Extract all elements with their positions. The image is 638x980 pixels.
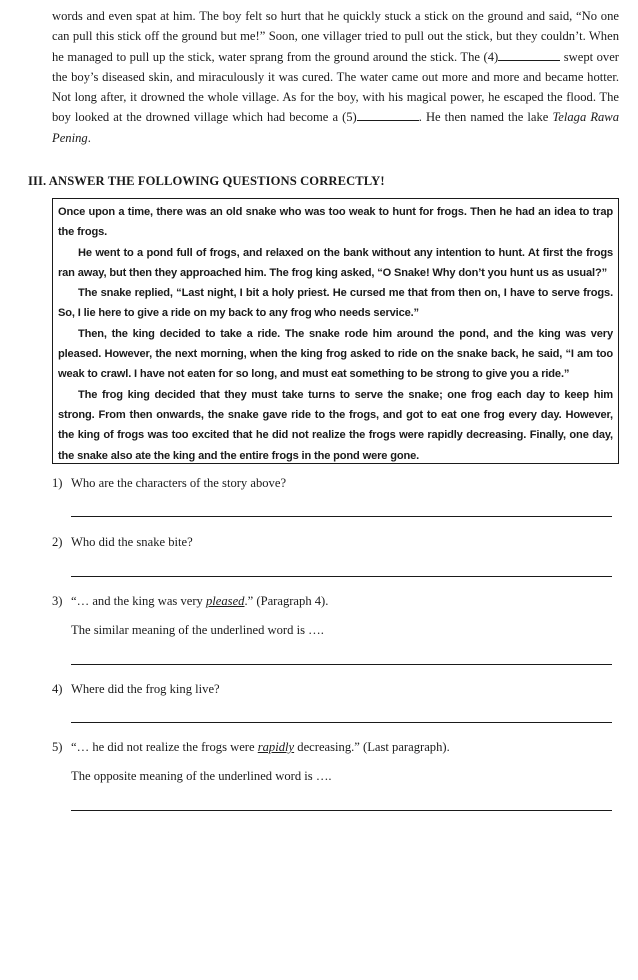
answer-line-2[interactable] bbox=[71, 576, 612, 577]
question-5-prompt: The opposite meaning of the underlined word is …. bbox=[71, 769, 332, 783]
answer-line-4[interactable] bbox=[71, 722, 612, 723]
question-quote-end: decreasing.” (Last paragraph). bbox=[294, 740, 450, 754]
story-continuation-paragraph bbox=[52, 6, 619, 148]
story-continuation-text bbox=[52, 6, 619, 148]
question-text: Who are the characters of the story above? bbox=[71, 476, 287, 490]
intro-part-2: swept over the boy’s diseased skin, and miraculously it was cured. The water came out more and more and became hotter. Not long after, it drowned the whole village. As for the boy, with his magical power, he escaped the flood. The boy looked at the drowned village which had become a (5) bbox=[52, 49, 619, 125]
blank-5[interactable] bbox=[357, 108, 419, 121]
question-number: 2) bbox=[52, 535, 63, 549]
question-text: Who did the snake bite? bbox=[71, 535, 193, 549]
question-quote-start: “… he did not realize the frogs were bbox=[71, 740, 258, 754]
section-title: III. ANSWER THE FOLLOWING QUESTIONS CORRECTLY! bbox=[28, 174, 385, 188]
story-paragraph-1: Once upon a time, there was an old snake who was too weak to hunt for frogs. Then he had an idea to trap the frogs. bbox=[58, 206, 613, 239]
blank-4[interactable] bbox=[498, 48, 560, 61]
question-text bbox=[71, 740, 450, 755]
question-number: 4) bbox=[52, 682, 63, 696]
story-paragraph-3: The snake replied, “Last night, I bit a holy priest. He cursed me that from then on, I have to serve frogs. So, I lie here to give a ride on my back to any frog who needs service.” bbox=[58, 287, 613, 320]
underlined-word: pleased bbox=[206, 594, 245, 608]
intro-part-1: words and even spat at him. The boy felt so hurt that he quickly stuck a stick on the ground and said, “No one can pull this stick off the ground but me!” Soon, one villager tried to pull out the stick, but they couldn’t. When he managed to pull up the stick, water sprang from the ground around the stick. The (4) bbox=[52, 9, 619, 64]
story-box bbox=[52, 198, 619, 464]
question-3-prompt: The similar meaning of the underlined word is …. bbox=[71, 623, 324, 637]
story-paragraph-2: He went to a pond full of frogs, and relaxed on the bank without any intention to hunt. At first the frogs ran away, but then they approached him. The frog king asked, “O Snake! Why don’t you hunt us as usual?” bbox=[58, 246, 613, 279]
question-text: Where did the frog king live? bbox=[71, 682, 220, 696]
question-number: 1) bbox=[52, 476, 63, 490]
question-quote-start: “… and the king was very bbox=[71, 594, 206, 608]
question-quote-end: .” (Paragraph 4). bbox=[244, 594, 329, 608]
answer-line-1[interactable] bbox=[71, 516, 612, 517]
question-number: 3) bbox=[52, 594, 63, 608]
question-text bbox=[71, 594, 328, 609]
intro-end: . bbox=[87, 130, 91, 145]
story-paragraph-5: The frog king decided that they must take turns to serve the snake; one frog each day to keep him strong. From then onwards, the snake gave ride to the frogs, and got to eat one frog every day. However, the king of frogs was too excited that he did not realize the frogs were rapidly decreasing. Finally, one day, the snake also ate the king and the entire frogs in the pond were gone. bbox=[58, 388, 613, 462]
story-paragraph-4: Then, the king decided to take a ride. The snake rode him around the pond, and the king was very pleased. However, the next morning, when the king frog asked to ride on the snake back, he said, “I am too weak to crawl. I have not eaten for so long, and must eat something to be strong to give you a ride.” bbox=[58, 327, 613, 381]
underlined-word: rapidly bbox=[257, 740, 295, 754]
question-number: 5) bbox=[52, 740, 63, 754]
intro-part-3: . He then named the lake bbox=[418, 110, 553, 125]
answer-line-3[interactable] bbox=[71, 664, 612, 665]
lake-name: Telaga Rawa Pening bbox=[52, 110, 620, 145]
answer-line-5[interactable] bbox=[71, 810, 612, 811]
